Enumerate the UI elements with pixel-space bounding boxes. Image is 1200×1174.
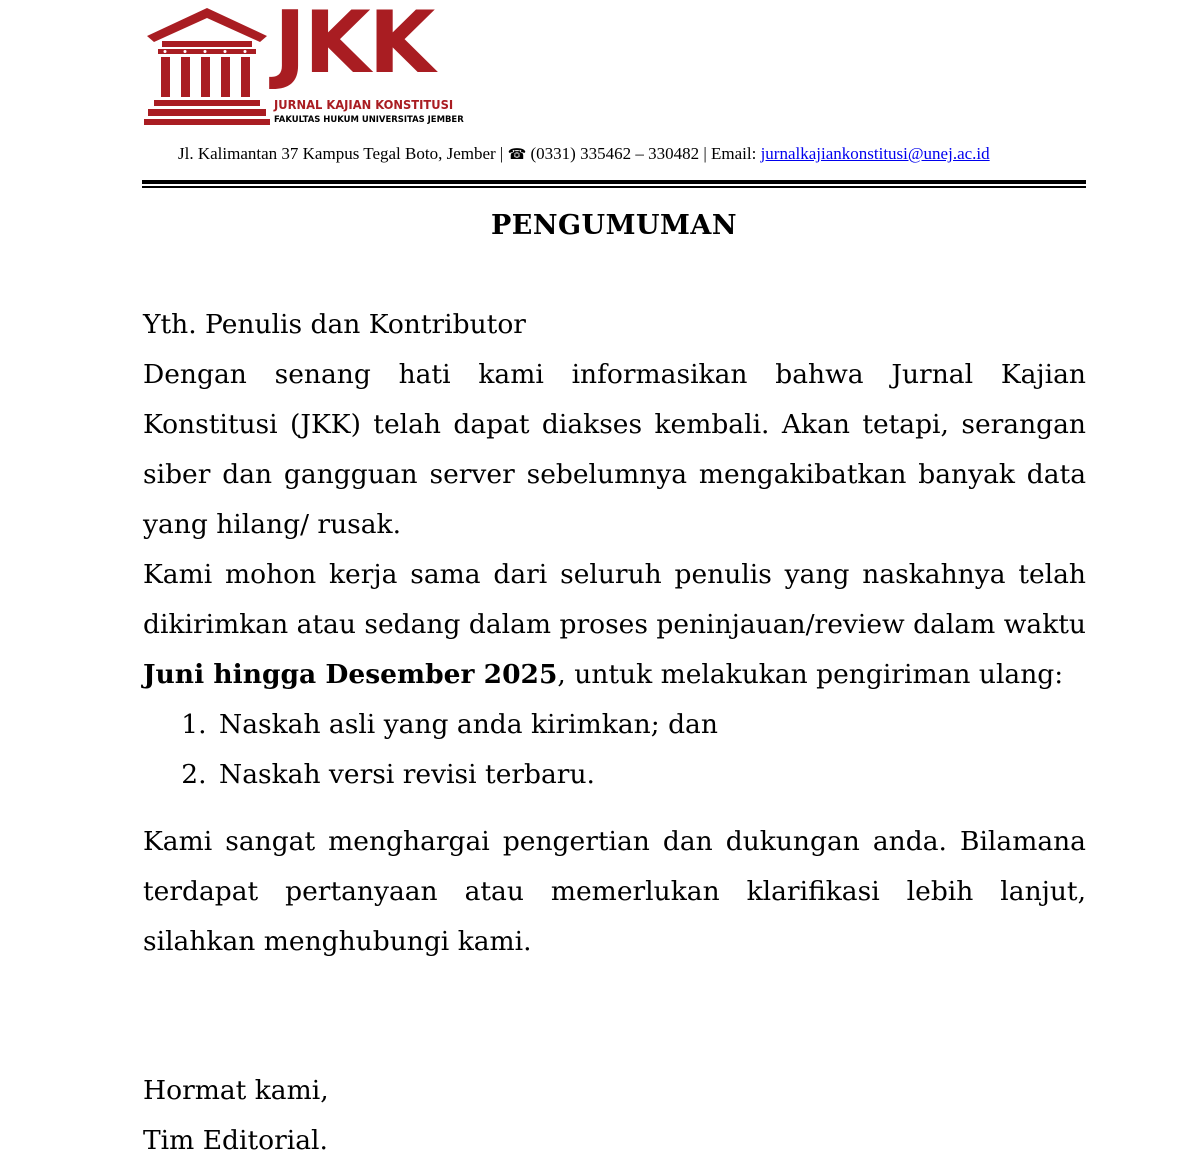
salutation: Yth. Penulis dan Kontributor: [143, 309, 526, 340]
contact-line: [178, 144, 1078, 164]
logo-institution: FAKULTAS HUKUM UNIVERSITAS JEMBER: [274, 114, 464, 125]
address-text: Jl. Kalimantan 37 Kampus Tegal Boto, Jember |: [178, 144, 508, 163]
announcement-body: [143, 300, 1086, 967]
paragraph-2-period: Juni hingga Desember 2025: [143, 659, 558, 690]
list-item: 1. Naskah asli yang anda kirimkan; dan: [215, 700, 1086, 750]
paragraph-2: [143, 550, 1086, 700]
jkk-logo: [144, 0, 484, 128]
logo-subtitle: JURNAL KAJIAN KONSTITUSI: [274, 97, 454, 112]
page-title: PENGUMUMAN: [490, 210, 738, 241]
paragraph-2-tail: , untuk melakukan pengiriman ulang:: [557, 659, 1064, 690]
paragraph-2-text: Kami mohon kerja sama dari seluruh penulis yang naskahnya telah dikirimkan atau sedang dalam proses peninjauan/review dalam waktu: [143, 559, 1086, 640]
email-link[interactable]: jurnalkajiankonstitusi@unej.ac.id: [760, 144, 990, 163]
resubmission-list: [143, 700, 1086, 800]
courthouse-icon: [144, 8, 270, 128]
closing-line-2: Tim Editorial.: [143, 1125, 328, 1156]
closing: [143, 1066, 329, 1166]
list-item: 2. Naskah versi revisi terbaru.: [215, 750, 1086, 800]
header-divider-thin: [142, 186, 1086, 188]
logo-title: JKK: [274, 0, 434, 93]
phone-text: (0331) 335462 – 330482 | Email:: [526, 144, 761, 163]
paragraph-1: Dengan senang hati kami informasikan bahwa Jurnal Kajian Konstitusi (JKK) telah dapat diakses kembali. Akan tetapi, serangan siber dan gangguan server sebelumnya mengakibatkan banyak data yang hilang/ rusak.: [143, 359, 1086, 540]
closing-line-1: Hormat kami,: [143, 1075, 329, 1106]
paragraph-3: Kami sangat menghargai pengertian dan dukungan anda. Bilamana terdapat pertanyaan atau memerlukan klarifikasi lebih lanjut, silahkan menghubungi kami.: [143, 826, 1086, 957]
phone-icon: ☎: [507, 147, 527, 163]
header-divider-thick: [142, 180, 1086, 184]
